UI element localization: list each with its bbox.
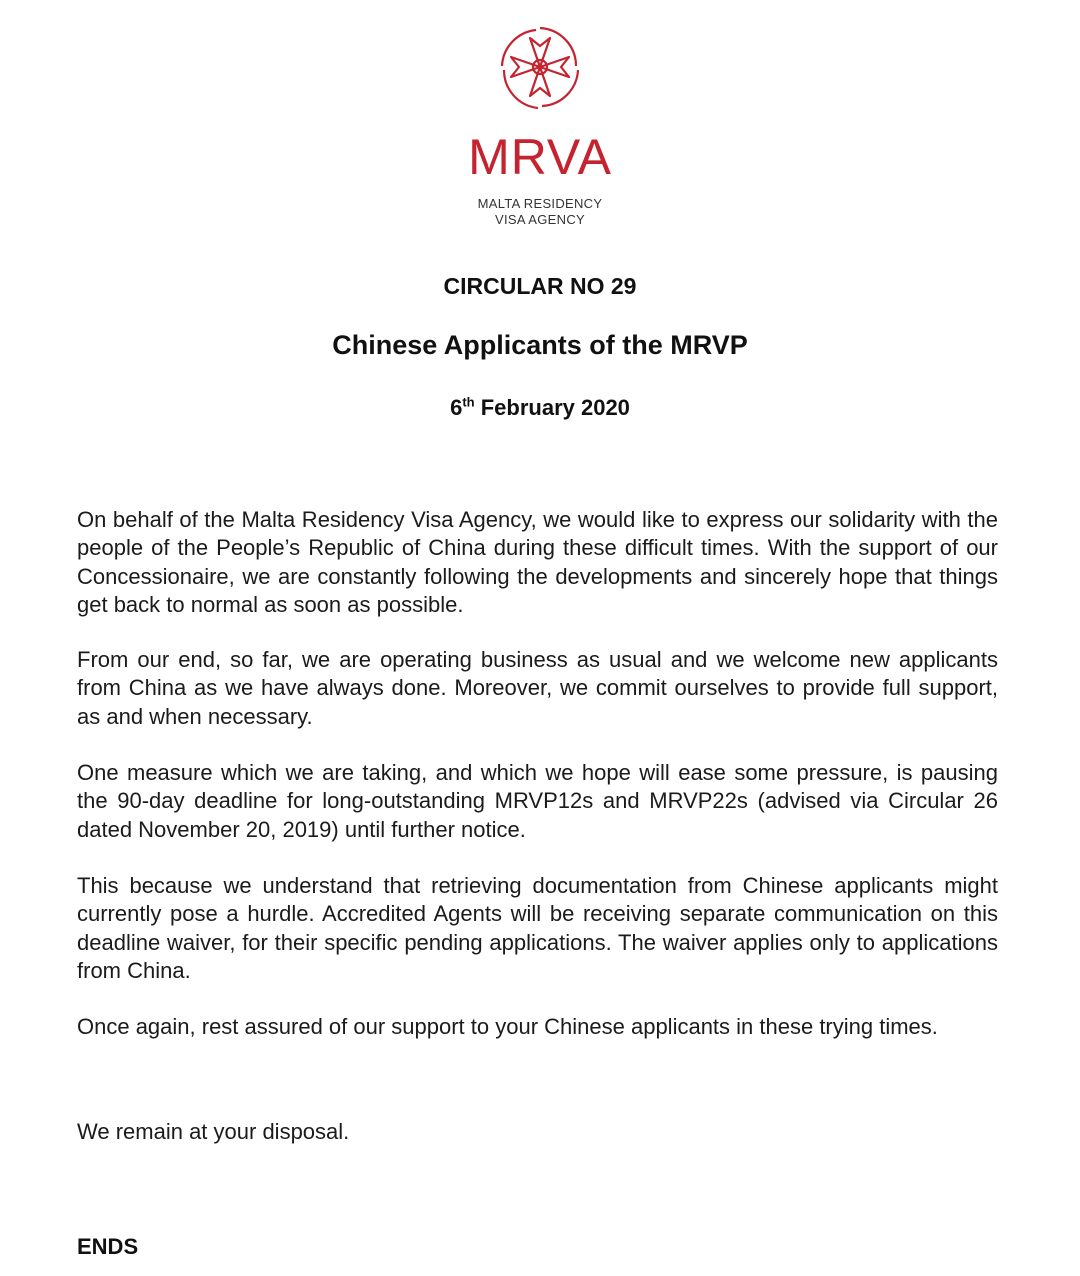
circular-date xyxy=(0,394,1080,422)
logo-subtitle-line2: VISA AGENCY xyxy=(494,212,585,227)
date-month-year: February 2020 xyxy=(474,395,630,420)
closing-ends: ENDS xyxy=(77,1234,139,1259)
paragraph-business-as-usual: From our end, so far, we are operating business as usual and we welcome new applicants from China as we have always done. Moreover, we commit ourselves to provide full support, as and when necessary. xyxy=(77,647,998,729)
paragraph-solidarity: On behalf of the Malta Residency Visa Agency, we would like to express our solidarity with the people of the People’s Republic of China during these difficult times. With the support of our Concessionaire, we are constantly following the developments and sincerely hope that things get back to normal as soon as possible. xyxy=(77,507,998,617)
logo-subtitle-line1: MALTA RESIDENCY xyxy=(477,196,603,211)
paragraph-waiver: This because we understand that retrieving documentation from Chinese applicants might currently pose a hurdle. Accredited Agents will be receiving separate communication on this deadline waiver, for their specific pending applications. The waiver applies only to applications from China. xyxy=(77,873,998,983)
maltese-cross-emblem-icon xyxy=(500,18,580,118)
date-day: 6 xyxy=(450,395,463,420)
paragraph-support: Once again, rest assured of our support to your Chinese applicants in these trying times. xyxy=(77,1014,938,1039)
circular-subject: Chinese Applicants of the MRVP xyxy=(332,330,748,360)
circular-number: CIRCULAR NO 29 xyxy=(443,273,637,299)
mrva-logo xyxy=(0,18,1080,228)
logo-wordmark: MRVA xyxy=(468,129,612,185)
paragraph-disposal: We remain at your disposal. xyxy=(77,1119,350,1144)
paragraph-deadline-pause: One measure which we are taking, and which we hope will ease some pressure, is pausing the 90-day deadline for long-outstanding MRVP12s and MRVP22s (advised via Circular 26 dated November 20, 2019) until further notice. xyxy=(77,760,998,842)
date-suffix: th xyxy=(462,394,475,410)
